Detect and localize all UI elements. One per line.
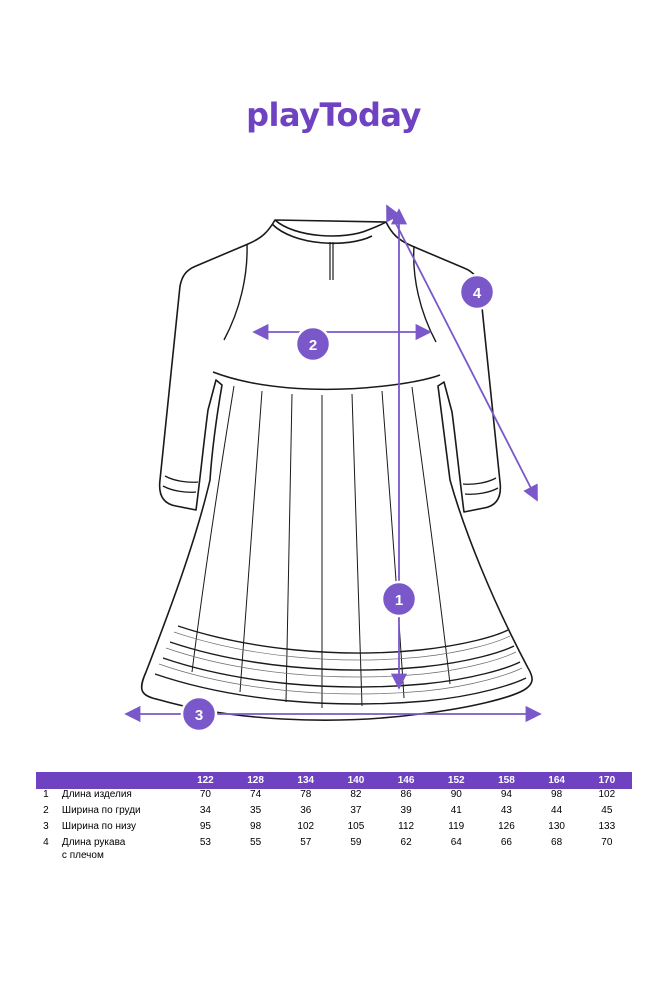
row-value: 64	[450, 837, 462, 848]
header-index	[36, 772, 56, 789]
row-value: 133	[598, 821, 616, 832]
row-value: 44	[551, 805, 563, 816]
callout-3	[182, 697, 216, 731]
row-index: 3	[43, 821, 49, 832]
row-value: 45	[601, 805, 613, 816]
table-row	[36, 805, 632, 821]
brand-text-before: pla	[246, 96, 300, 134]
callout-1-label: 1	[394, 592, 404, 609]
callout-4	[460, 275, 494, 309]
row-value: 70	[601, 837, 613, 848]
dress-technical-drawing	[0, 180, 667, 750]
row-name-line1: Длина рукава	[61, 837, 126, 848]
table-row	[36, 789, 632, 805]
row-value: 86	[400, 789, 412, 800]
header-name	[56, 772, 180, 789]
row-value: 68	[551, 837, 563, 848]
row-value: 59	[350, 837, 362, 848]
row-value: 74	[250, 789, 262, 800]
row-value: 70	[199, 789, 211, 800]
header-size-140: 140	[347, 775, 365, 786]
row-value: 62	[400, 837, 412, 848]
size-table-header	[36, 772, 632, 789]
row-value: 102	[297, 821, 315, 832]
row-value: 95	[199, 821, 211, 832]
header-size-122: 122	[197, 775, 214, 786]
table-row	[36, 821, 632, 837]
row-index: 4	[43, 837, 49, 848]
callout-2	[296, 327, 330, 361]
row-value: 94	[500, 789, 512, 800]
brand-text-mark: y	[299, 96, 320, 134]
row-value: 43	[500, 805, 512, 816]
brand-text-after: Today	[319, 96, 421, 134]
header-size-134: 134	[297, 775, 315, 786]
table-header-row	[36, 772, 632, 789]
callout-4-label: 4	[472, 285, 482, 302]
size-table	[36, 772, 632, 862]
row-value: 90	[450, 789, 462, 800]
row-value: 105	[347, 821, 365, 832]
row-index: 1	[43, 789, 49, 800]
header-size-158: 158	[498, 775, 515, 786]
row-name	[56, 837, 180, 862]
row-value: 34	[199, 805, 211, 816]
row-value: 53	[199, 837, 211, 848]
callout-2-label: 2	[308, 337, 318, 354]
row-value: 66	[500, 837, 512, 848]
row-value: 130	[548, 821, 565, 832]
row-value: 98	[551, 789, 563, 800]
row-name: Ширина по груди	[61, 805, 141, 816]
row-value: 41	[450, 805, 462, 816]
row-value: 112	[398, 821, 415, 832]
row-index: 2	[43, 805, 49, 816]
row-name: Ширина по низу	[61, 821, 137, 832]
row-value: 78	[300, 789, 312, 800]
row-value: 37	[350, 805, 362, 816]
row-value: 35	[250, 805, 262, 816]
row-value: 36	[300, 805, 312, 816]
row-value: 102	[598, 789, 616, 800]
callout-1	[382, 582, 416, 616]
row-value: 55	[250, 837, 262, 848]
size-table-body	[36, 789, 632, 862]
table-row	[36, 837, 632, 862]
row-name: Длина изделия	[61, 789, 132, 800]
row-name-line2: с плечом	[61, 849, 104, 861]
header-size-164: 164	[548, 775, 565, 786]
row-value: 126	[498, 821, 515, 832]
header-size-128: 128	[247, 775, 264, 786]
callout-3-label: 3	[194, 707, 204, 724]
header-size-146: 146	[397, 775, 415, 786]
row-value: 98	[250, 821, 262, 832]
row-value: 119	[448, 821, 465, 832]
row-value: 39	[400, 805, 412, 816]
header-size-170: 170	[598, 775, 616, 786]
header-size-152: 152	[447, 775, 465, 786]
brand-logo	[0, 96, 667, 134]
row-value: 82	[350, 789, 362, 800]
row-value: 57	[300, 837, 312, 848]
